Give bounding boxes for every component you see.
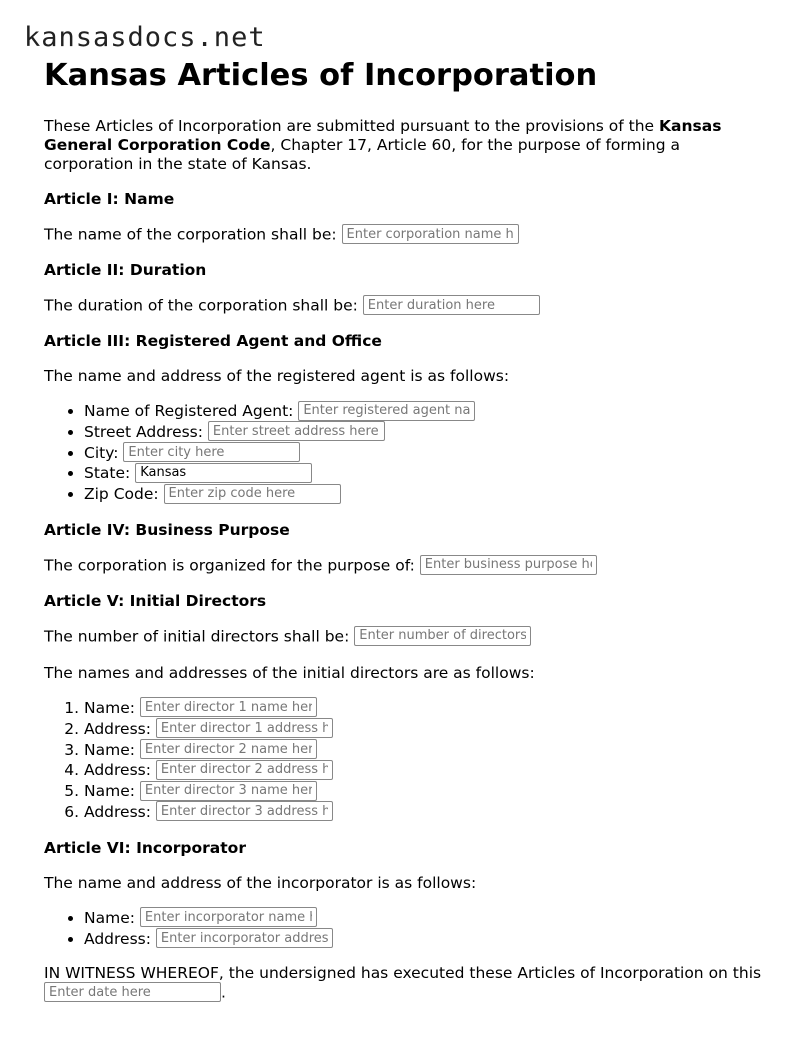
incorporator-address-label: Address: [84, 929, 156, 948]
article-5-heading: Article V: Initial Directors [44, 591, 267, 610]
witness-paragraph [44, 964, 764, 1003]
intro-text-2: , Chapter 17, Article 60, for the purpose of forming a corporation in the state of Kansas. [44, 136, 681, 173]
intro-bold-code: Kansas General Corporation Code [44, 117, 722, 154]
list-item [84, 698, 764, 719]
list-item [84, 929, 764, 950]
director-3-name-label: Name: [84, 782, 140, 801]
incorporator-list [44, 908, 764, 950]
director-1-name-label: Name: [84, 698, 140, 717]
zip-code-label: Zip Code: [84, 485, 164, 504]
article-3-heading: Article III: Registered Agent and Office [44, 332, 382, 350]
director-3-address-input[interactable] [156, 801, 333, 821]
article-1-text [44, 225, 764, 245]
corporation-name-input[interactable] [342, 224, 519, 244]
date-input[interactable] [44, 982, 221, 1002]
city-input[interactable] [123, 442, 300, 462]
article-6-text: The name and address of the incorporator is as follows: [44, 873, 477, 892]
document-body [44, 56, 764, 1003]
list-item [84, 719, 764, 740]
list-item [84, 463, 764, 484]
registered-agent-list [44, 401, 764, 505]
directors-list-intro: The names and addresses of the initial directors are as follows: [44, 663, 535, 682]
incorporator-name-label: Name: [84, 908, 140, 927]
director-1-address-label: Address: [84, 719, 156, 738]
director-1-name-input[interactable] [140, 697, 317, 717]
article-1-heading: Article I: Name [44, 190, 175, 208]
directors-list [44, 698, 764, 823]
article-2-label: The duration of the corporation shall be: [44, 296, 363, 315]
article-3-text: The name and address of the registered agent is as follows: [44, 367, 510, 385]
director-2-address-input[interactable] [156, 760, 333, 780]
list-item [84, 484, 764, 505]
list-item [84, 443, 764, 464]
list-item [84, 908, 764, 929]
zip-code-input[interactable] [164, 484, 341, 504]
agent-name-label: Name of Registered Agent: [84, 402, 299, 420]
street-address-input[interactable] [208, 421, 385, 441]
duration-input[interactable] [363, 295, 540, 315]
article-5-text [44, 627, 764, 647]
article-2-text [44, 296, 764, 316]
state-input[interactable] [135, 463, 312, 483]
director-2-address-label: Address: [84, 761, 156, 780]
site-watermark: kansasdocs.net [24, 22, 266, 53]
incorporator-name-input[interactable] [140, 907, 317, 927]
article-4-heading: Article IV: Business Purpose [44, 520, 290, 539]
list-item [84, 802, 764, 823]
list-item [84, 401, 764, 422]
article-1-label: The name of the corporation shall be: [44, 225, 342, 244]
witness-period: . [221, 983, 226, 1002]
business-purpose-input[interactable] [420, 555, 597, 575]
article-6-heading: Article VI: Incorporator [44, 838, 246, 857]
director-1-address-input[interactable] [156, 718, 333, 738]
director-2-name-label: Name: [84, 740, 140, 759]
director-3-address-label: Address: [84, 802, 156, 821]
article-4-label: The corporation is organized for the purpose of: [44, 556, 420, 575]
intro-text-1: These Articles of Incorporation are submitted pursuant to the provisions of the [44, 117, 660, 135]
list-item [84, 781, 764, 802]
registered-agent-name-input[interactable] [298, 401, 475, 421]
list-item [84, 760, 764, 781]
incorporator-address-input[interactable] [156, 928, 333, 948]
article-2-heading: Article II: Duration [44, 261, 207, 279]
page-title: Kansas Articles of Incorporation [44, 58, 598, 93]
number-of-directors-input[interactable] [354, 626, 531, 646]
article-4-text [44, 556, 764, 576]
list-item [84, 740, 764, 761]
list-item [84, 422, 764, 443]
state-label: State: [84, 464, 136, 483]
article-5-label: The number of initial directors shall be: [44, 627, 355, 646]
witness-text: IN WITNESS WHEREOF, the undersigned has executed these Articles of Incorporation on this [44, 964, 762, 983]
street-address-label: Street Address: [84, 422, 208, 441]
city-label: City: [84, 443, 124, 462]
intro-paragraph [44, 117, 764, 174]
director-3-name-input[interactable] [140, 781, 317, 801]
director-2-name-input[interactable] [140, 739, 317, 759]
